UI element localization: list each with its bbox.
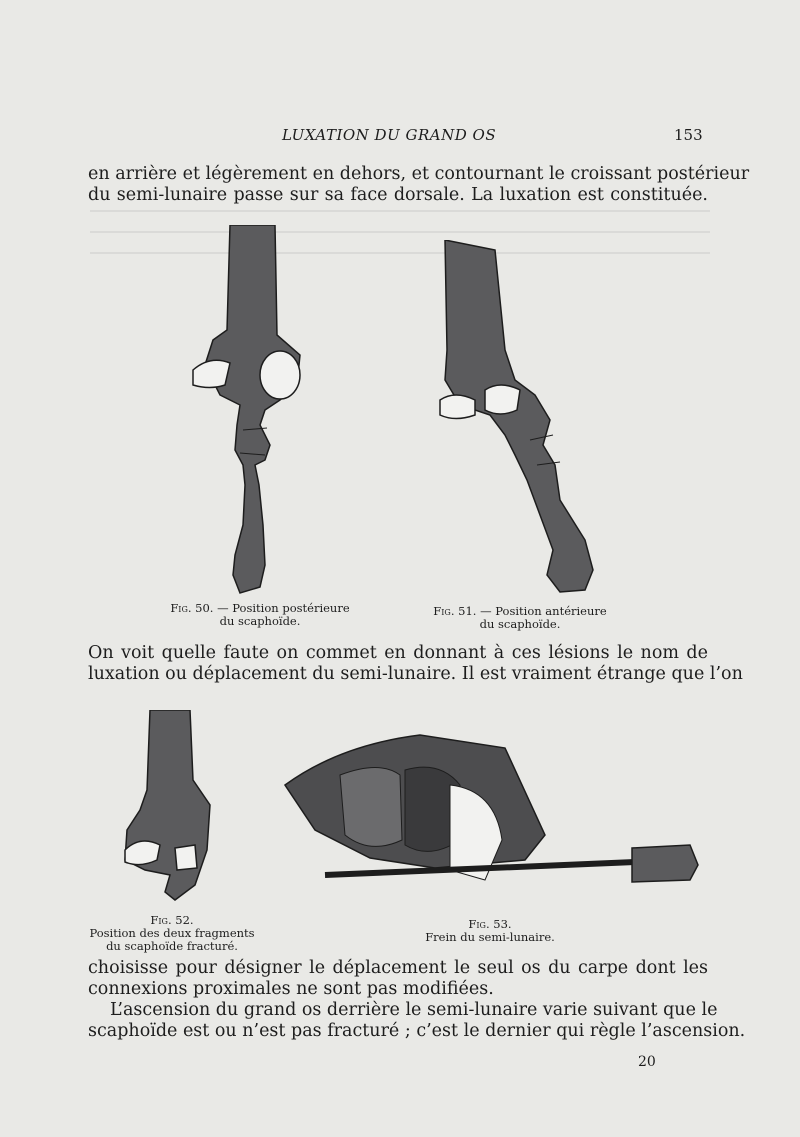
text-line: connexions proximales ne sont pas modifiées. [88, 979, 494, 999]
text-line: scaphoïde est ou n’est pas fracturé ; c’est le dernier qui règle l’ascension. [88, 1021, 746, 1041]
figure-50-illustration [185, 225, 315, 595]
figure-52-caption [82, 914, 262, 953]
figure-50-caption [150, 602, 370, 628]
figure-label: Fig. 52. [150, 913, 194, 927]
signature-number: 20 [638, 1054, 656, 1070]
figure-label: Fig. 53. [468, 917, 512, 931]
running-title: LUXATION DU GRAND OS [282, 126, 497, 144]
show-through-text [90, 210, 710, 270]
paragraph-3 [88, 958, 746, 1042]
text-line: choisisse pour désigner le déplacement le seul os du carpe dont les [88, 958, 708, 978]
figure-51-caption [410, 605, 630, 631]
text-line: On voit quelle faute on commet en donnant à ces lésions le nom de [88, 643, 708, 663]
caption-text: Position des deux fragments [89, 926, 255, 940]
paragraph-1 [88, 164, 750, 206]
page-header [0, 126, 800, 148]
text-line: luxation ou déplacement du semi-lunaire. Il est vraiment étrange que l’on [88, 664, 743, 684]
caption-text: Frein du semi-lunaire. [425, 930, 555, 944]
caption-text: du scaphoïde. [219, 614, 301, 628]
page-number: 153 [674, 126, 703, 144]
caption-text: du scaphoïde. [479, 617, 561, 631]
figure-label: Fig. 51. [433, 604, 477, 618]
text-line: L’ascension du grand os derrière le semi-lunaire varie suivant que le [110, 1000, 718, 1020]
figure-52-illustration [115, 710, 220, 910]
figure-51-illustration [435, 240, 605, 600]
caption-text: — Position antérieure [480, 604, 607, 618]
figure-53-caption [400, 918, 580, 944]
text-line: en arrière et légèrement en dehors, et contournant le croissant postérieur [88, 164, 750, 184]
caption-text: du scaphoïde fracturé. [106, 939, 238, 953]
paragraph-2 [88, 643, 743, 685]
figure-53-illustration [280, 730, 700, 900]
figure-label: Fig. 50. [170, 601, 214, 615]
text-line: du semi-lunaire passe sur sa face dorsale. La luxation est constituée. [88, 185, 708, 205]
caption-text: — Position postérieure [217, 601, 350, 615]
